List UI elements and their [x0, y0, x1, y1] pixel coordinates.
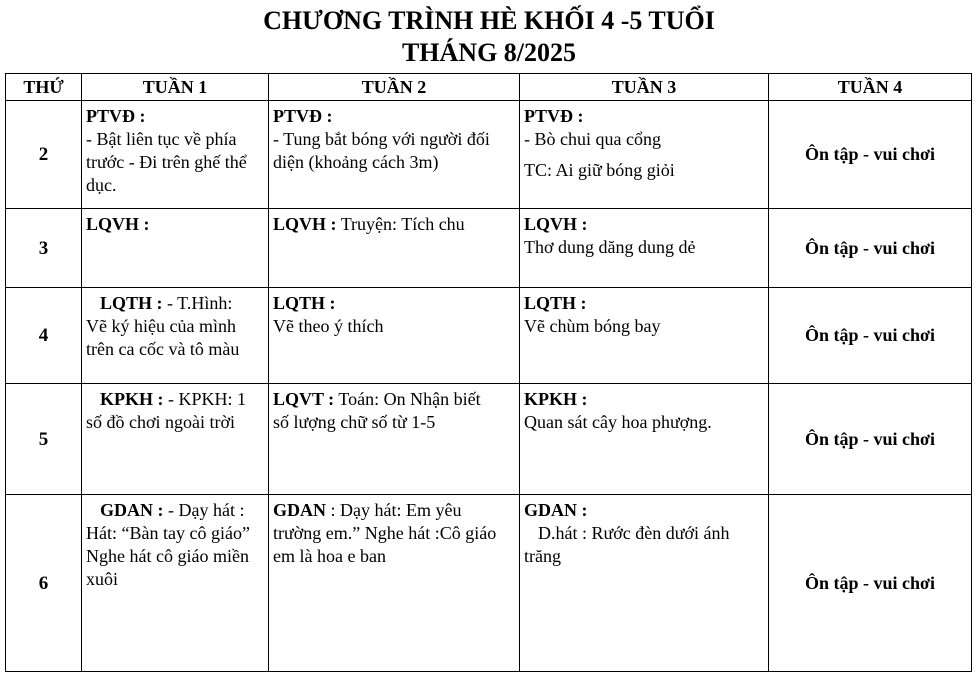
activity-text: - Bò chui qua cổng: [524, 129, 661, 149]
activity-text: Quan sát cây hoa phượng.: [524, 412, 712, 432]
subject-label: LQTH :: [524, 293, 587, 313]
week-1-cell: [82, 495, 269, 672]
activity-text: - KPKH: 1: [163, 389, 247, 409]
page-title: CHƯƠNG TRÌNH HÈ KHỐI 4 -5 TUỔI: [263, 6, 715, 35]
header-day: THỨ: [6, 74, 82, 101]
activity-text: Truyện: Tích chu: [336, 214, 465, 234]
subject-label: PTVĐ :: [273, 106, 333, 126]
table-row: [6, 288, 972, 384]
header-week-4: TUẦN 4: [769, 74, 972, 101]
subject-label: LQVH :: [273, 214, 337, 234]
week-2-cell: [269, 209, 520, 288]
activity-text: - T.Hình:: [162, 293, 233, 313]
activity-text: TC: Ai giữ bóng giỏi: [524, 160, 675, 180]
week-2-cell: [269, 384, 520, 495]
subject-label: LQVH :: [524, 214, 588, 234]
day-cell: 2: [6, 101, 82, 209]
schedule-table: [5, 73, 972, 672]
week-3-cell: [520, 209, 769, 288]
week-4-cell: Ôn tập - vui chơi: [769, 288, 972, 384]
day-cell: 3: [6, 209, 82, 288]
week-4-cell: Ôn tập - vui chơi: [769, 209, 972, 288]
activity-text: Vẽ ký hiệu của mình trên ca cốc và tô màu: [86, 316, 240, 359]
week-1-cell: [82, 288, 269, 384]
table-row: [6, 101, 972, 209]
week-2-cell: [269, 101, 520, 209]
activity-text: số lượng chữ số từ 1-5: [273, 412, 436, 432]
header-week-1: TUẦN 1: [82, 74, 269, 101]
table-row: [6, 384, 972, 495]
activity-text: Thơ dung dăng dung dẻ: [524, 237, 696, 257]
subject-label: GDAN :: [524, 500, 588, 520]
week-1-cell: [82, 209, 269, 288]
day-cell: 4: [6, 288, 82, 384]
week-2-cell: [269, 288, 520, 384]
activity-text: D.hát : Rước đèn dưới ánh trăng: [524, 523, 730, 566]
day-cell: 5: [6, 384, 82, 495]
week-4-cell: Ôn tập - vui chơi: [769, 101, 972, 209]
activity-text: Hát: “Bàn tay cô giáo” Nghe hát cô giáo miền xuôi: [86, 523, 250, 589]
subject-label: LQVT :: [273, 389, 335, 409]
activity-text: Toán: On Nhận biết: [334, 389, 481, 409]
activity-text: trường em.” Nghe hát :Cô giáo em là hoa e ban: [273, 523, 497, 566]
activity-text: : Dạy hát: Em yêu: [326, 500, 462, 520]
header-row: [6, 74, 972, 101]
table-row: [6, 209, 972, 288]
subject-label: KPKH :: [100, 389, 164, 409]
week-3-cell: [520, 101, 769, 209]
week-2-cell: [269, 495, 520, 672]
activity-text: số đồ chơi ngoài trời: [86, 412, 236, 432]
subject-label: GDAN: [273, 500, 326, 520]
header-week-2: TUẦN 2: [269, 74, 520, 101]
week-3-cell: [520, 288, 769, 384]
week-1-cell: [82, 101, 269, 209]
activity-text: - Bật liên tục về phía trước - Đi trên ghế thể dục.: [86, 129, 247, 195]
activity-text: - Dạy hát :: [163, 500, 245, 520]
week-3-cell: [520, 495, 769, 672]
week-3-cell: [520, 384, 769, 495]
week-4-cell: Ôn tập - vui chơi: [769, 384, 972, 495]
subject-label: KPKH :: [524, 389, 588, 409]
week-1-cell: [82, 384, 269, 495]
page-subtitle: THÁNG 8/2025: [401, 38, 577, 67]
activity-text: Vẽ chùm bóng bay: [524, 316, 661, 336]
subject-label: PTVĐ :: [86, 106, 146, 126]
subject-label: LQTH :: [273, 293, 336, 313]
subject-label: LQTH :: [100, 293, 163, 313]
header-week-3: TUẦN 3: [520, 74, 769, 101]
week-4-cell: Ôn tập - vui chơi: [769, 495, 972, 672]
subject-label: LQVH :: [86, 214, 150, 234]
subject-label: GDAN :: [100, 500, 164, 520]
activity-text: - Tung bắt bóng với người đối diện (khoảng cách 3m): [273, 129, 490, 172]
day-cell: 6: [6, 495, 82, 672]
table-row: [6, 495, 972, 672]
subject-label: PTVĐ :: [524, 106, 584, 126]
activity-text: Vẽ theo ý thích: [273, 316, 384, 336]
